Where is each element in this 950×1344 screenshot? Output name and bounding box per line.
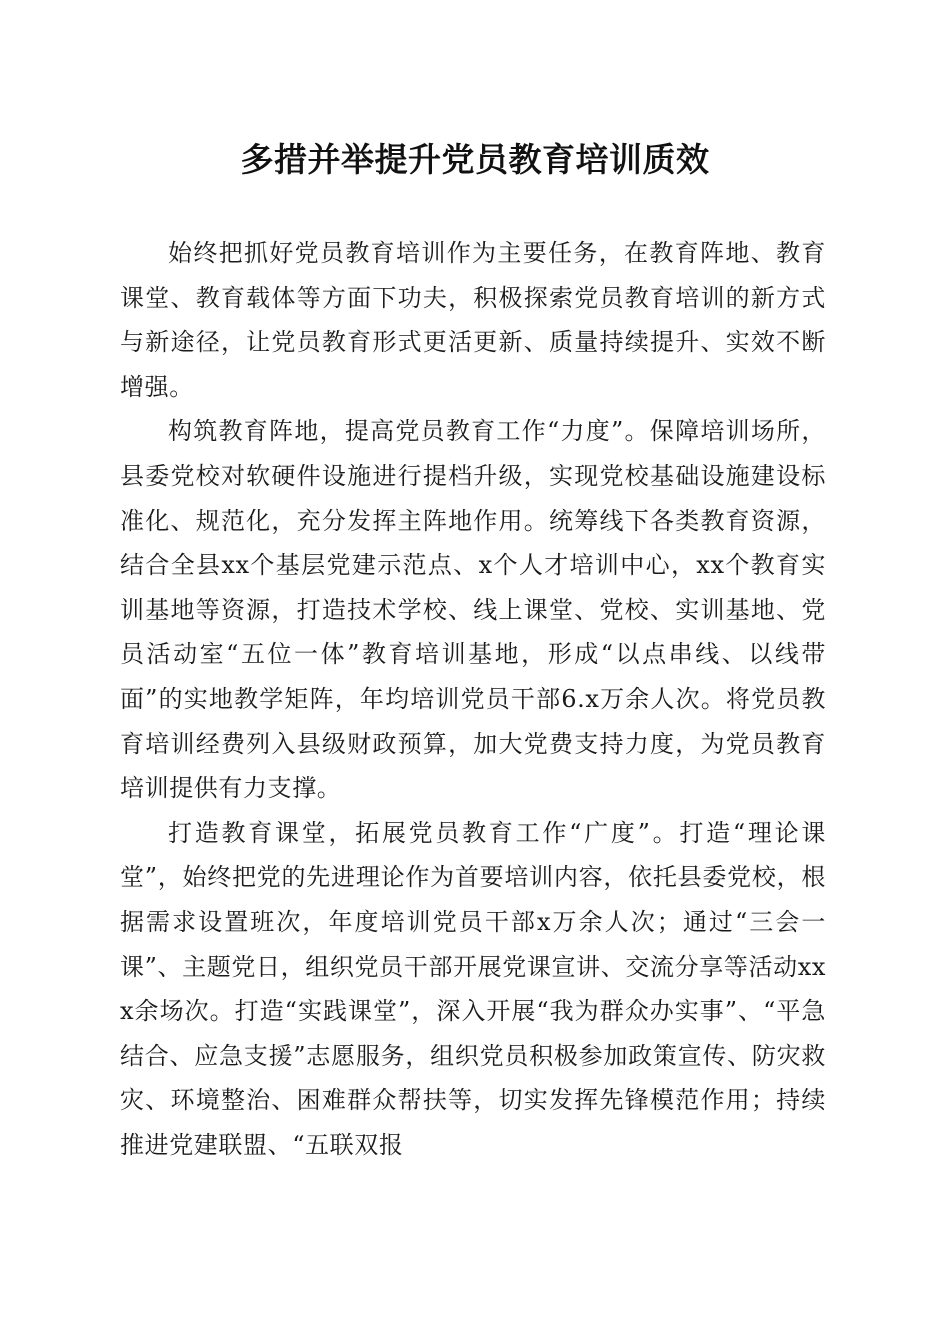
document-body [120, 231, 826, 1167]
document-title: 多措并举提升党员教育培训质效 [240, 140, 710, 179]
paragraph-intro: 始终把抓好党员教育培训作为主要任务，在教育阵地、教育课堂、教育载体等方面下功夫，积极探索党员教育培训的新方式与新途径，让党员教育形式更活更新、质量持续提升、实效不断增强。 [120, 239, 826, 401]
paragraph-education-base: 构筑教育阵地，提高党员教育工作“力度”。保障培训场所，县委党校对软硬件设施进行提档升级，实现党校基础设施建设标准化、规范化，充分发挥主阵地作用。统筹线下各类教育资源，结合全县xx个基层党建示范点、x个人才培训中心，xx个教育实训基地等资源，打造技术学校、线上课堂、党校、实训基地、党员活动室“五位一体”教育培训基地，形成“以点串线、以线带面”的实地教学矩阵，年均培训党员干部6.x万余人次。将党员教育培训经费列入县级财政预算，加大党费支持力度，为党员教育培训提供有力支撑。 [120, 417, 826, 803]
paragraph-education-classroom: 打造教育课堂，拓展党员教育工作“广度”。打造“理论课堂”，始终把党的先进理论作为首要培训内容，依托县委党校，根据需求设置班次，年度培训党员干部x万余人次；通过“三会一课”、主题党日，组织党员干部开展党课宣讲、交流分享等活动xxx余场次。打造“实践课堂”，深入开展“我为群众办实事”、“平急结合、应急支援”志愿服务，组织党员积极参加政策宣传、防灾救灾、环境整治、困难群众帮扶等，切实发挥先锋模范作用；持续推进党建联盟、“五联双报 [120, 818, 826, 1159]
